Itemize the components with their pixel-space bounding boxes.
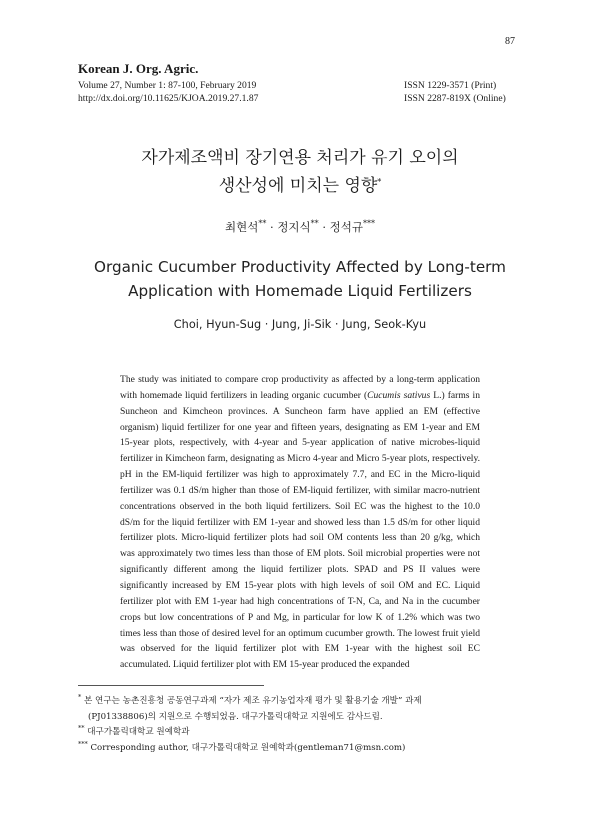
footnote-2-text: 대구가톨릭대학교 원예학과 <box>87 727 190 737</box>
volume-line: Volume 27, Number 1: 87-100, February 2019 <box>78 80 257 91</box>
english-authors: Choi, Hyun-Sug · Jung, Ji-Sik · Jung, Seok-Kyu <box>173 318 427 331</box>
korean-author-1-mark: ** <box>258 219 267 229</box>
author-separator: · <box>270 220 274 234</box>
footnote-1-line-1: 본 연구는 농촌진흥청 공동연구과제 “자가 제조 유기농업자재 평가 및 활용기술 개발” 과제 <box>83 696 422 706</box>
footnote-divider <box>78 685 264 686</box>
issn-block <box>404 80 506 105</box>
korean-title-line-2-text: 생산성에 미치는 영향 <box>218 176 378 196</box>
footnotes <box>78 694 523 756</box>
abstract-part-1: The study was initiated to compare crop productivity as affected by a long-term application with homemade liquid fertilizers in leading organic cucumber ( <box>120 374 480 401</box>
korean-title <box>0 144 600 200</box>
korean-author-3-mark: *** <box>362 219 375 229</box>
author-separator: · <box>322 220 326 234</box>
korean-author-3: 정석규 <box>329 220 363 234</box>
english-title-line-1: Organic Cucumber Productivity Affected by Long-term <box>94 258 506 276</box>
footnote-3-mark: *** <box>78 739 88 748</box>
footnote-1-mark: * <box>78 693 82 702</box>
issn-online: ISSN 2287-819X (Online) <box>404 92 506 104</box>
korean-title-line-1: 자가제조액비 장기연용 처리가 유기 오이의 <box>141 148 459 168</box>
english-title <box>0 255 600 303</box>
species-name: Cucumis sativus <box>367 389 431 401</box>
journal-name: Korean J. Org. Agric. <box>78 61 199 76</box>
abstract-text <box>120 372 480 673</box>
publication-meta <box>78 80 258 105</box>
footnote-affiliation <box>78 725 523 741</box>
korean-author-2-mark: ** <box>310 219 319 229</box>
abstract-part-2: L.) farms in Suncheon and Kimcheon provinces. A Suncheon farm have applied an EM (effective organism) liquid fertilizer for one year and fifteen years, designating as EM 1-year and EM 15-year plots, respectively, with 4-year and 5-year application of native microbes-liquid fertilizer in Kimcheon farm, designating as Micro 4-year and Micro 5-year plots, respectively. pH in the EM-liquid fertilizer was high to approximately 7.7, and EC in the Micro-liquid fertilizer was 0.1 dS/m higher than those of EM-liquid fertilizer, with similar macro-nutrient concentrations observed in the both liquid fertilizers. Soil EC was the highest to the 10.0 dS/m for the liquid fertilizer with EM 1-year and showed less than 1.5 dS/m for other liquid fertilizer plots. Micro-liquid fertilizer plots had soil OM contents less than 20 g/kg, which was approximately two times less than those of EM plots. Soil microbial properties were not significantly different among the liquid fertilizer plots. SPAD and PS II values were significantly increased by EM 15-year plots with high levels of soil OM and EC. Liquid fertilizer plot with EM 1-year had high concentrations of T-N, Ca, and Na in the cucumber crops but low concentrations of P and Mg, in particular for low K of 1.2% which was two times less than those of desired level for an optimum cucumber growth. The lowest fruit yield was observed for the liquid fertilizer plot with EM 1-year with the highest soil EC accumulated. Liquid fertilizer plot with EM 15-year produced the expanded <box>120 389 480 671</box>
korean-author-1: 최현석 <box>225 220 259 234</box>
issn-print: ISSN 1229-3571 (Print) <box>404 80 497 91</box>
abstract <box>120 372 480 673</box>
footnote-funding <box>78 694 523 710</box>
korean-title-line-2 <box>0 172 600 200</box>
footnote-corresponding <box>78 741 523 757</box>
footnote-funding-cont: (PJ01338806)의 지원으로 수행되었음. 대구가톨릭대학교 지원에도 감사드림. <box>88 711 383 722</box>
title-footnote-mark: * <box>377 177 382 187</box>
english-title-line-2: Application with Homemade Liquid Fertilizers <box>128 282 472 300</box>
doi-link[interactable]: http://dx.doi.org/10.11625/KJOA.2019.27.1.87 <box>78 92 259 104</box>
footnote-2-mark: ** <box>78 724 85 733</box>
footnote-3-text: Corresponding author, 대구가톨릭대학교 원예학과(gentleman71@msn.com) <box>90 742 406 753</box>
page-number: 87 <box>505 36 515 47</box>
korean-authors <box>0 219 600 235</box>
korean-author-2: 정지식 <box>277 220 311 234</box>
